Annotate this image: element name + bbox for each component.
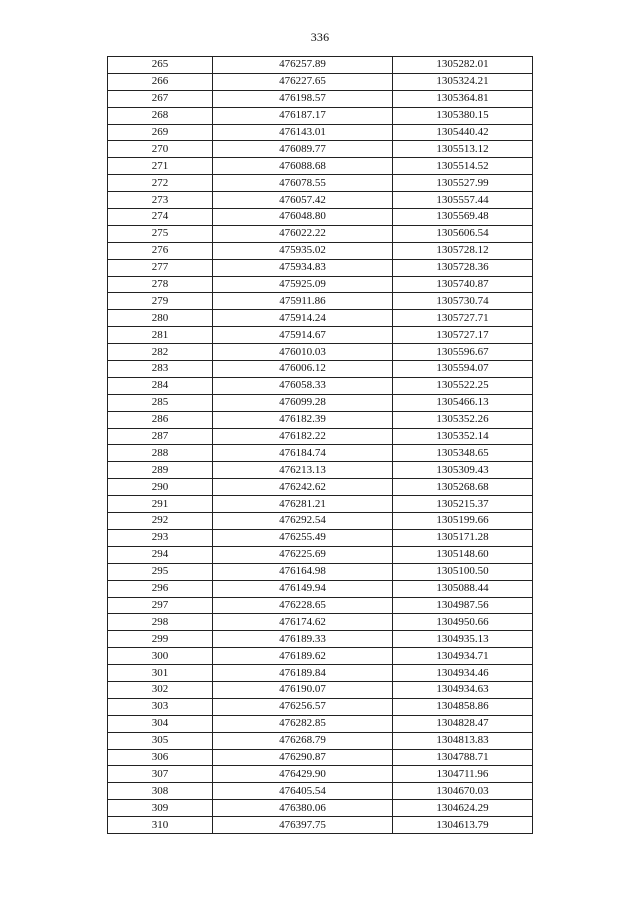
- table-row: [108, 242, 533, 259]
- y-coordinate-cell: 1305569.48: [393, 209, 533, 226]
- point-number-cell: 268: [108, 107, 213, 124]
- point-number-cell: 270: [108, 141, 213, 158]
- x-coordinate-cell: 476225.69: [213, 546, 393, 563]
- x-coordinate-cell: 476380.06: [213, 800, 393, 817]
- y-coordinate-cell: 1304828.47: [393, 715, 533, 732]
- point-number-cell: 284: [108, 377, 213, 394]
- table-row: [108, 732, 533, 749]
- table-row: [108, 496, 533, 513]
- table-row: [108, 344, 533, 361]
- table-row: [108, 817, 533, 834]
- table-row: [108, 124, 533, 141]
- table-row: [108, 631, 533, 648]
- x-coordinate-cell: 476078.55: [213, 175, 393, 192]
- point-number-cell: 276: [108, 242, 213, 259]
- y-coordinate-cell: 1305215.37: [393, 496, 533, 513]
- x-coordinate-cell: 475911.86: [213, 293, 393, 310]
- point-number-cell: 300: [108, 648, 213, 665]
- y-coordinate-cell: 1305352.14: [393, 428, 533, 445]
- table-row: [108, 225, 533, 242]
- y-coordinate-cell: 1305088.44: [393, 580, 533, 597]
- table-row: [108, 783, 533, 800]
- y-coordinate-cell: 1304624.29: [393, 800, 533, 817]
- y-coordinate-cell: 1305557.44: [393, 192, 533, 209]
- y-coordinate-cell: 1305348.65: [393, 445, 533, 462]
- x-coordinate-cell: 475935.02: [213, 242, 393, 259]
- y-coordinate-cell: 1305148.60: [393, 546, 533, 563]
- y-coordinate-cell: 1305596.67: [393, 344, 533, 361]
- x-coordinate-cell: 476429.90: [213, 766, 393, 783]
- table-row: [108, 428, 533, 445]
- point-number-cell: 271: [108, 158, 213, 175]
- table-row: [108, 698, 533, 715]
- table-row: [108, 411, 533, 428]
- y-coordinate-cell: 1304813.83: [393, 732, 533, 749]
- table-row: [108, 394, 533, 411]
- x-coordinate-cell: 475925.09: [213, 276, 393, 293]
- x-coordinate-cell: 476184.74: [213, 445, 393, 462]
- x-coordinate-cell: 476010.03: [213, 344, 393, 361]
- table-row: [108, 546, 533, 563]
- point-number-cell: 286: [108, 411, 213, 428]
- table-row: [108, 57, 533, 74]
- y-coordinate-cell: 1304858.86: [393, 698, 533, 715]
- x-coordinate-cell: 476057.42: [213, 192, 393, 209]
- y-coordinate-cell: 1305727.71: [393, 310, 533, 327]
- x-coordinate-cell: 476187.17: [213, 107, 393, 124]
- y-coordinate-cell: 1304613.79: [393, 817, 533, 834]
- y-coordinate-cell: 1305352.26: [393, 411, 533, 428]
- x-coordinate-cell: 476242.62: [213, 479, 393, 496]
- x-coordinate-cell: 476174.62: [213, 614, 393, 631]
- x-coordinate-cell: 476227.65: [213, 73, 393, 90]
- table-row: [108, 209, 533, 226]
- x-coordinate-cell: 476022.22: [213, 225, 393, 242]
- table-row: [108, 377, 533, 394]
- point-number-cell: 293: [108, 529, 213, 546]
- point-number-cell: 304: [108, 715, 213, 732]
- table-row: [108, 361, 533, 378]
- x-coordinate-cell: 476189.33: [213, 631, 393, 648]
- point-number-cell: 278: [108, 276, 213, 293]
- point-number-cell: 266: [108, 73, 213, 90]
- point-number-cell: 282: [108, 344, 213, 361]
- table-row: [108, 90, 533, 107]
- table-row: [108, 158, 533, 175]
- point-number-cell: 277: [108, 259, 213, 276]
- point-number-cell: 292: [108, 513, 213, 530]
- point-number-cell: 285: [108, 394, 213, 411]
- table-row: [108, 175, 533, 192]
- y-coordinate-cell: 1305740.87: [393, 276, 533, 293]
- coordinates-table-body: [108, 57, 533, 834]
- point-number-cell: 265: [108, 57, 213, 74]
- point-number-cell: 301: [108, 665, 213, 682]
- table-row: [108, 681, 533, 698]
- x-coordinate-cell: 476256.57: [213, 698, 393, 715]
- table-row: [108, 766, 533, 783]
- x-coordinate-cell: 475914.24: [213, 310, 393, 327]
- table-row: [108, 665, 533, 682]
- y-coordinate-cell: 1305466.13: [393, 394, 533, 411]
- table-row: [108, 293, 533, 310]
- point-number-cell: 283: [108, 361, 213, 378]
- y-coordinate-cell: 1305380.15: [393, 107, 533, 124]
- table-row: [108, 800, 533, 817]
- y-coordinate-cell: 1305324.21: [393, 73, 533, 90]
- x-coordinate-cell: 476281.21: [213, 496, 393, 513]
- table-row: [108, 462, 533, 479]
- table-row: [108, 563, 533, 580]
- x-coordinate-cell: 476397.75: [213, 817, 393, 834]
- point-number-cell: 305: [108, 732, 213, 749]
- y-coordinate-cell: 1304934.46: [393, 665, 533, 682]
- point-number-cell: 294: [108, 546, 213, 563]
- x-coordinate-cell: 476292.54: [213, 513, 393, 530]
- x-coordinate-cell: 476182.39: [213, 411, 393, 428]
- point-number-cell: 274: [108, 209, 213, 226]
- table-row: [108, 479, 533, 496]
- y-coordinate-cell: 1304934.71: [393, 648, 533, 665]
- y-coordinate-cell: 1305527.99: [393, 175, 533, 192]
- x-coordinate-cell: 476198.57: [213, 90, 393, 107]
- point-number-cell: 272: [108, 175, 213, 192]
- y-coordinate-cell: 1305282.01: [393, 57, 533, 74]
- y-coordinate-cell: 1305606.54: [393, 225, 533, 242]
- table-row: [108, 749, 533, 766]
- y-coordinate-cell: 1305594.07: [393, 361, 533, 378]
- table-row: [108, 141, 533, 158]
- point-number-cell: 297: [108, 597, 213, 614]
- x-coordinate-cell: 475914.67: [213, 327, 393, 344]
- point-number-cell: 279: [108, 293, 213, 310]
- y-coordinate-cell: 1305727.17: [393, 327, 533, 344]
- y-coordinate-cell: 1305440.42: [393, 124, 533, 141]
- table-row: [108, 715, 533, 732]
- x-coordinate-cell: 476048.80: [213, 209, 393, 226]
- table-row: [108, 513, 533, 530]
- x-coordinate-cell: 476257.89: [213, 57, 393, 74]
- x-coordinate-cell: 476088.68: [213, 158, 393, 175]
- point-number-cell: 273: [108, 192, 213, 209]
- y-coordinate-cell: 1305199.66: [393, 513, 533, 530]
- point-number-cell: 299: [108, 631, 213, 648]
- y-coordinate-cell: 1305522.25: [393, 377, 533, 394]
- page-number: 336: [310, 30, 330, 44]
- table-row: [108, 614, 533, 631]
- point-number-cell: 289: [108, 462, 213, 479]
- point-number-cell: 287: [108, 428, 213, 445]
- x-coordinate-cell: 476290.87: [213, 749, 393, 766]
- point-number-cell: 306: [108, 749, 213, 766]
- table-row: [108, 529, 533, 546]
- point-number-cell: 295: [108, 563, 213, 580]
- x-coordinate-cell: 476164.98: [213, 563, 393, 580]
- x-coordinate-cell: 476189.62: [213, 648, 393, 665]
- x-coordinate-cell: 475934.83: [213, 259, 393, 276]
- y-coordinate-cell: 1305513.12: [393, 141, 533, 158]
- point-number-cell: 291: [108, 496, 213, 513]
- y-coordinate-cell: 1304670.03: [393, 783, 533, 800]
- point-number-cell: 298: [108, 614, 213, 631]
- x-coordinate-cell: 476089.77: [213, 141, 393, 158]
- point-number-cell: 269: [108, 124, 213, 141]
- table-row: [108, 259, 533, 276]
- point-number-cell: 288: [108, 445, 213, 462]
- point-number-cell: 310: [108, 817, 213, 834]
- x-coordinate-cell: 476058.33: [213, 377, 393, 394]
- y-coordinate-cell: 1304711.96: [393, 766, 533, 783]
- y-coordinate-cell: 1304987.56: [393, 597, 533, 614]
- x-coordinate-cell: 476182.22: [213, 428, 393, 445]
- point-number-cell: 302: [108, 681, 213, 698]
- point-number-cell: 275: [108, 225, 213, 242]
- point-number-cell: 280: [108, 310, 213, 327]
- x-coordinate-cell: 476282.85: [213, 715, 393, 732]
- coordinates-table: [107, 56, 533, 834]
- x-coordinate-cell: 476149.94: [213, 580, 393, 597]
- point-number-cell: 290: [108, 479, 213, 496]
- y-coordinate-cell: 1304788.71: [393, 749, 533, 766]
- table-row: [108, 276, 533, 293]
- y-coordinate-cell: 1305728.36: [393, 259, 533, 276]
- table-row: [108, 327, 533, 344]
- y-coordinate-cell: 1304950.66: [393, 614, 533, 631]
- y-coordinate-cell: 1304935.13: [393, 631, 533, 648]
- y-coordinate-cell: 1305268.68: [393, 479, 533, 496]
- x-coordinate-cell: 476405.54: [213, 783, 393, 800]
- x-coordinate-cell: 476213.13: [213, 462, 393, 479]
- y-coordinate-cell: 1305730.74: [393, 293, 533, 310]
- point-number-cell: 307: [108, 766, 213, 783]
- point-number-cell: 308: [108, 783, 213, 800]
- table-row: [108, 73, 533, 90]
- y-coordinate-cell: 1305100.50: [393, 563, 533, 580]
- table-row: [108, 107, 533, 124]
- y-coordinate-cell: 1305171.28: [393, 529, 533, 546]
- point-number-cell: 296: [108, 580, 213, 597]
- x-coordinate-cell: 476006.12: [213, 361, 393, 378]
- point-number-cell: 309: [108, 800, 213, 817]
- table-row: [108, 580, 533, 597]
- x-coordinate-cell: 476099.28: [213, 394, 393, 411]
- x-coordinate-cell: 476255.49: [213, 529, 393, 546]
- y-coordinate-cell: 1305364.81: [393, 90, 533, 107]
- point-number-cell: 303: [108, 698, 213, 715]
- table-row: [108, 597, 533, 614]
- x-coordinate-cell: 476190.07: [213, 681, 393, 698]
- table-row: [108, 445, 533, 462]
- x-coordinate-cell: 476228.65: [213, 597, 393, 614]
- x-coordinate-cell: 476143.01: [213, 124, 393, 141]
- table-row: [108, 648, 533, 665]
- y-coordinate-cell: 1305728.12: [393, 242, 533, 259]
- y-coordinate-cell: 1305514.52: [393, 158, 533, 175]
- x-coordinate-cell: 476189.84: [213, 665, 393, 682]
- y-coordinate-cell: 1304934.63: [393, 681, 533, 698]
- point-number-cell: 281: [108, 327, 213, 344]
- table-row: [108, 192, 533, 209]
- x-coordinate-cell: 476268.79: [213, 732, 393, 749]
- y-coordinate-cell: 1305309.43: [393, 462, 533, 479]
- table-row: [108, 310, 533, 327]
- point-number-cell: 267: [108, 90, 213, 107]
